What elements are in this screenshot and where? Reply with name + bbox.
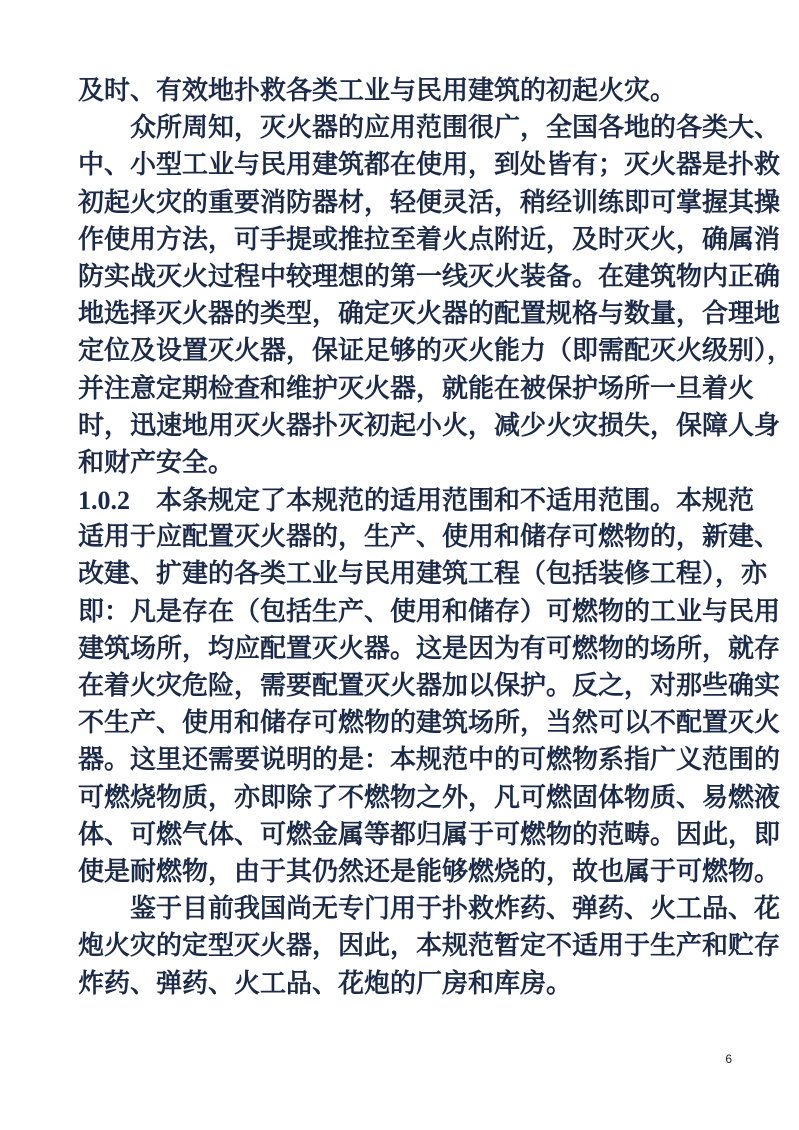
text-line: 改建、扩建的各类工业与民用建筑工程（包括装修工程），亦	[78, 559, 768, 590]
text-line: 定位及设置灭火器，保证足够的灭火能力（即需配灭火级别），	[78, 336, 794, 367]
text-line: 炮火灾的定型灭火器，因此，本规范暂定不适用于生产和贮存	[78, 931, 781, 962]
page-number: 6	[725, 1052, 732, 1066]
text-line: 使是耐燃物，由于其仍然还是能够燃烧的，故也属于可燃物。	[78, 856, 781, 887]
text-line: 及时、有效地扑救各类工业与民用建筑的初起火灾。	[78, 76, 677, 106]
text-line: 可燃烧物质，亦即除了不燃物之外，凡可燃固体物质、易燃液	[78, 782, 781, 813]
text-line: 并注意定期检查和维护灭火器，就能在被保护场所一旦着火	[78, 373, 755, 404]
text-line: 鉴于目前我国尚无专门用于扑救炸药、弹药、火工品、花	[130, 894, 781, 925]
document-body	[78, 73, 794, 1003]
text-line: 在着火灾危险，需要配置灭火器加以保护。反之，对那些确实	[78, 671, 781, 701]
text-line: 初起火灾的重要消防器材，轻便灵活，稍经训练即可掌握其操	[78, 187, 781, 218]
text-line: 不生产、使用和储存可燃物的建筑场所，当然可以不配置灭火	[78, 708, 781, 739]
text-line: 体、可燃气体、可燃金属等都归属于可燃物的范畴。因此，即	[78, 819, 781, 850]
text-line: 中、小型工业与民用建筑都在使用，到处皆有；灭火器是扑救	[78, 150, 781, 181]
text-line: 和财产安全。	[78, 447, 235, 478]
text-line: 建筑场所，均应配置灭火器。这是因为有可燃物的场所，就存	[78, 633, 781, 664]
text-line: 器。这里还需要说明的是：本规范中的可燃物系指广义范围的	[78, 745, 781, 776]
text-line: 众所周知，灭火器的应用范围很广，全国各地的各类大、	[130, 113, 781, 144]
text-line: 时，迅速地用灭火器扑灭初起小火，减少火灾损失，保障人身	[78, 410, 781, 441]
text-line: 炸药、弹药、火工品、花炮的厂房和库房。	[78, 968, 573, 999]
text-line: 本条规定了本规范的适用范围和不适用范围。本规范	[156, 486, 755, 517]
section-number: 1.0.2	[78, 486, 130, 516]
section-first-line	[78, 482, 755, 519]
text-line: 防实战灭火过程中较理想的第一线灭火装备。在建筑物内正确	[78, 261, 781, 292]
text-line: 适用于应配置灭火器的，生产、使用和储存可燃物的，新建、	[78, 522, 781, 553]
text-line: 作使用方法，可手提或推拉至着火点附近，及时灭火，确属消	[78, 224, 781, 255]
text-line: 地选择灭火器的类型，确定灭火器的配置规格与数量，合理地	[78, 299, 781, 330]
text-line: 即：凡是存在（包括生产、使用和储存）可燃物的工业与民用	[78, 596, 781, 627]
